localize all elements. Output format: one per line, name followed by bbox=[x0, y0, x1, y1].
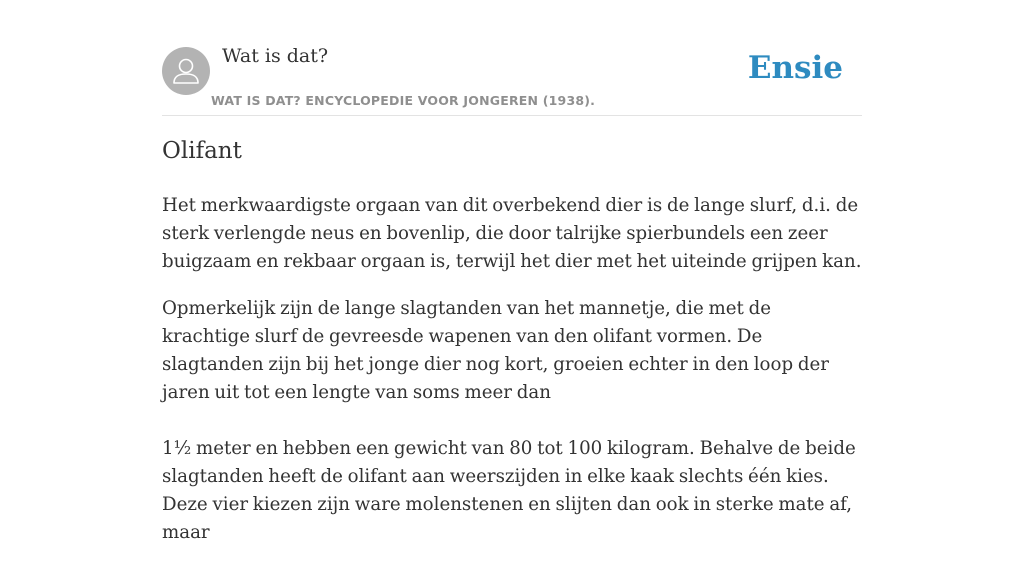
article-paragraph: Het merkwaardigste orgaan van dit overbekend dier is de lange slurf, d.i. de sterk verlengde neus en bovenlip, die door talrijke spierbundels een zeer buigzaam en rekbaar orgaan is, terwijl het dier met het uiteinde grijpen kan. bbox=[162, 195, 862, 272]
article-paragraph: Opmerkelijk zijn de lange slagtanden van het mannetje, die met de krachtige slurf de gevreesde wapenen van den olifant vormen. De slagtanden zijn bij het jonge dier nog kort, groeien echter in den loop der jaren uit tot een lengte van soms meer dan bbox=[162, 298, 829, 403]
brand-logo[interactable]: Ensie bbox=[747, 50, 843, 86]
source-title[interactable]: Wat is dat? bbox=[222, 45, 329, 67]
article-paragraph: 1½ meter en hebben een gewicht van 80 tot 100 kilogram. Behalve de beide slagtanden heeft de olifant aan weerszijden in elke kaak slechts één kies. Deze vier kiezen zijn ware molenstenen en slijten dan ook in sterke mate af, maar bbox=[162, 438, 856, 543]
user-avatar-icon[interactable] bbox=[162, 47, 210, 95]
source-header bbox=[162, 0, 862, 116]
source-subtitle[interactable]: WAT IS DAT? ENCYCLOPEDIE VOOR JONGEREN (1938). bbox=[211, 93, 596, 108]
article-title: Olifant bbox=[162, 138, 242, 164]
article-body bbox=[162, 192, 862, 566]
